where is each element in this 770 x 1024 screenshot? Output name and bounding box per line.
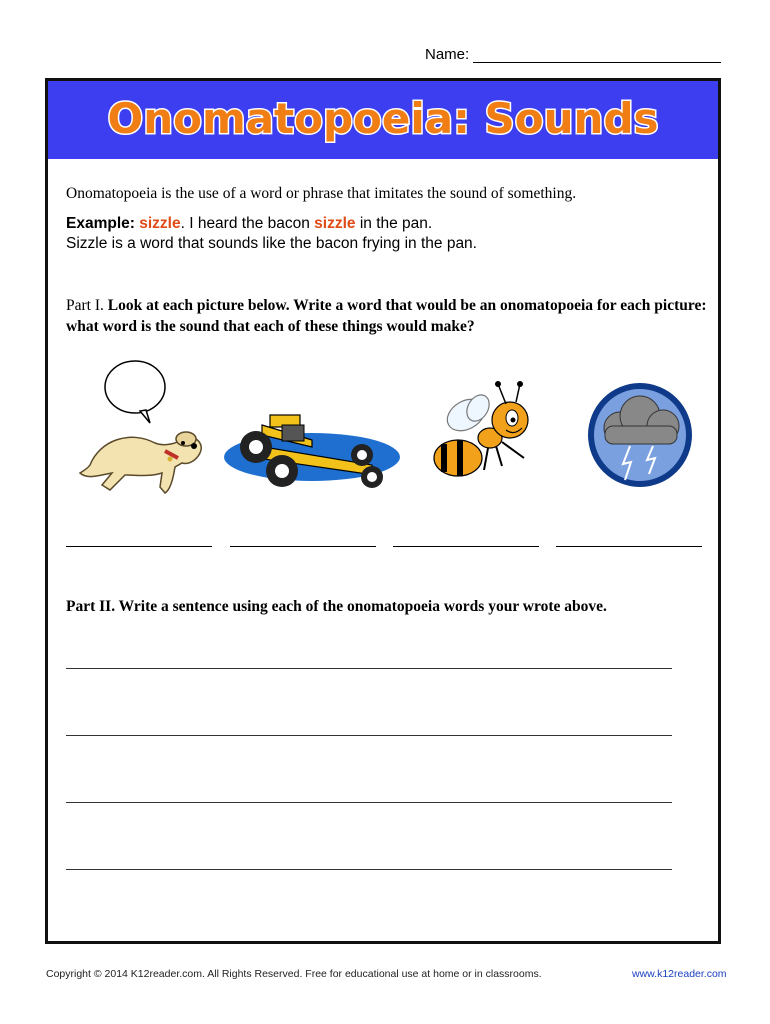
storm-cloud-icon [585,380,695,490]
worksheet-frame [45,78,721,944]
dog-with-speech-bubble-icon [70,355,210,505]
sentence-line-2[interactable] [66,735,672,736]
copyright-text: Copyright © 2014 K12reader.com. All Rights Reserved. Free for educational use at home or in classrooms. [46,968,542,980]
sentence-line-3[interactable] [66,802,672,803]
sentence-line-1[interactable] [66,668,672,669]
answer-line-1[interactable] [66,546,212,547]
bee-icon [428,380,538,500]
page-title: Onomatopoeia: Sounds [107,94,659,143]
site-link[interactable]: www.k12reader.com [632,968,727,980]
answer-line-2[interactable] [230,546,376,547]
title-banner [48,81,718,159]
example-sentence-part: . I heard the bacon [180,215,315,232]
part1-label: Part I. [66,297,104,314]
name-blank[interactable] [473,48,721,63]
answer-line-4[interactable] [556,546,702,547]
example-label: Example: [66,215,135,232]
example-block [66,214,477,254]
intro-text: Onomatopoeia is the use of a word or phrase that imitates the sound of something. [66,185,577,202]
race-car-icon [222,395,402,500]
example-word-2: sizzle [314,215,356,232]
part2-instructions: Part II. Write a sentence using each of the onomatopoeia words your wrote above. [66,598,607,615]
part1-text: Look at each picture below. Write a word that would be an onomatopoeia for each picture: what word is the sound that each of these things would make? [66,297,707,335]
name-field [425,46,721,63]
name-label: Name: [425,46,470,63]
part1-instructions [66,295,716,337]
example-word: sizzle [139,215,181,232]
title-graphic [48,81,718,159]
answer-line-3[interactable] [393,546,539,547]
sentence-line-4[interactable] [66,869,672,870]
example-explanation: Sizzle is a word that sounds like the bacon frying in the pan. [66,235,477,252]
example-sentence-end: in the pan. [355,215,433,232]
